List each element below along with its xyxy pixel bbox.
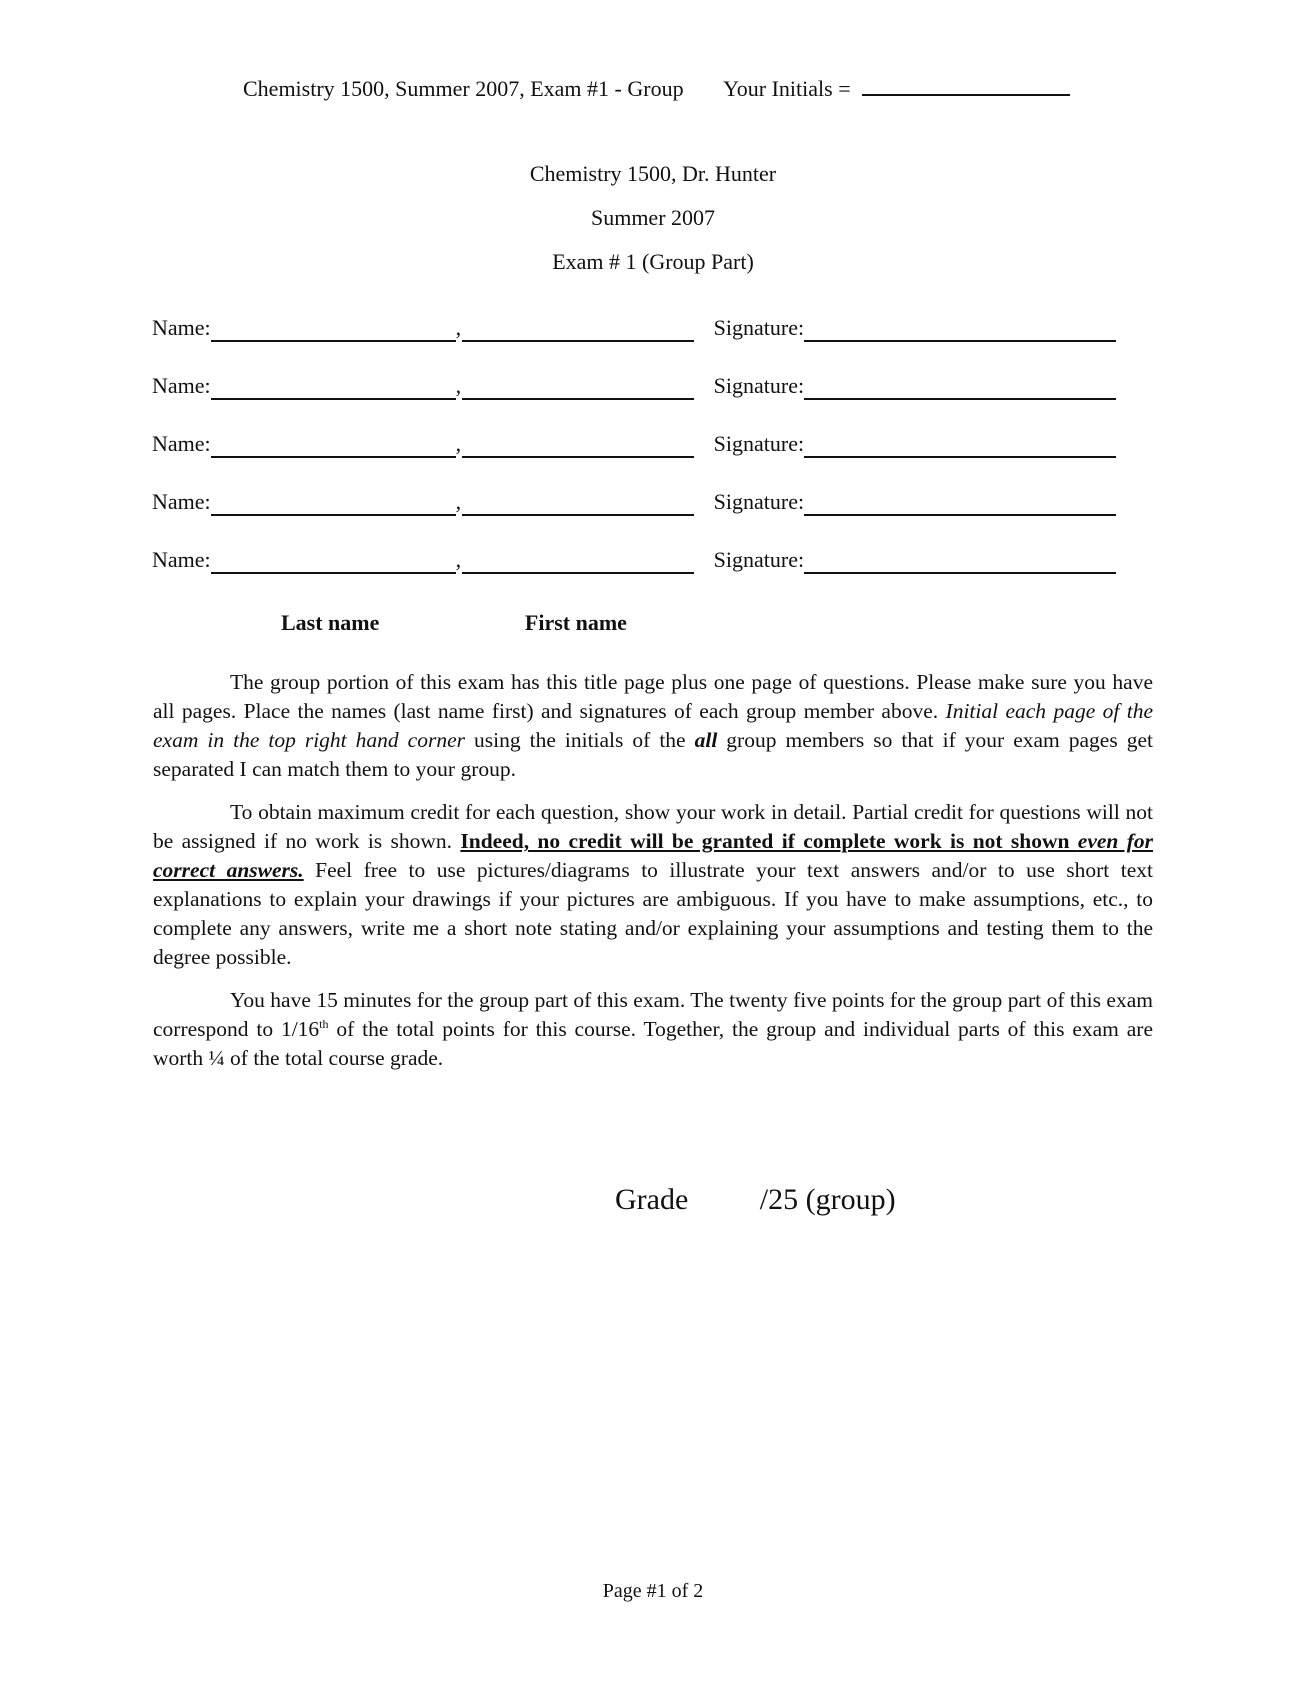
comma: , xyxy=(455,315,462,340)
signature-blank xyxy=(804,373,1116,400)
name-label: Name: xyxy=(152,431,211,456)
initials-blank-line xyxy=(862,74,1070,96)
name-captions xyxy=(281,610,627,636)
grade-total: /25 (group) xyxy=(759,1183,896,1216)
paragraph-text: Feel free to use pictures/diagrams to illustrate your text answers and/or to use short text explanations to explain your drawings if your pictures are ambiguous. If you have to make assumptions, etc., to complete any answers, write me a short note stating and/or explaining your assumptions and testing them to the degree possible. xyxy=(153,858,1153,969)
signature-row xyxy=(152,489,1152,547)
paragraph-text: of the total points for this course. Together, the group and individual parts of this exam are worth ¼ of the total course grade. xyxy=(153,1017,1153,1070)
signature-row xyxy=(152,315,1152,373)
instructions-paragraph-1 xyxy=(153,668,1153,784)
last-name-blank xyxy=(211,489,456,516)
signature-label: Signature: xyxy=(713,315,805,340)
last-name-blank xyxy=(211,315,456,342)
paragraph-emphasis: Indeed, no credit will be granted if complete work is not shown xyxy=(460,829,1078,853)
paragraph-emphasis: Initial each page of the exam in the top right hand corner xyxy=(153,699,1153,752)
page-header xyxy=(243,74,1070,102)
paragraph-emphasis: even for correct answers. xyxy=(153,829,1153,882)
superscript: th xyxy=(319,1016,329,1031)
name-label: Name: xyxy=(152,547,211,572)
first-name-blank xyxy=(462,373,694,400)
instructions xyxy=(153,668,1153,1087)
paragraph-text: To obtain maximum credit for each question, show your work in detail. Partial credit for questions will not be assigned if no work is shown. xyxy=(153,800,1153,853)
signature-label: Signature: xyxy=(713,547,805,572)
paragraph-emphasis: all xyxy=(694,728,718,752)
name-label: Name: xyxy=(152,373,211,398)
instructions-paragraph-3 xyxy=(153,986,1153,1073)
signature-row xyxy=(152,547,1152,605)
exam-title: Exam # 1 (Group Part) xyxy=(552,249,754,274)
first-name-blank xyxy=(462,547,694,574)
signature-label: Signature: xyxy=(713,489,805,514)
last-name-blank xyxy=(211,431,456,458)
paragraph-text: group members so that if your exam pages get separated I can match them to your group. xyxy=(153,728,1153,781)
last-name-caption: Last name xyxy=(281,610,380,635)
signature-row xyxy=(152,431,1152,489)
comma: , xyxy=(455,547,462,572)
signature-row xyxy=(152,373,1152,431)
first-name-blank xyxy=(462,431,694,458)
last-name-blank xyxy=(211,547,456,574)
signature-blank xyxy=(804,489,1116,516)
name-label: Name: xyxy=(152,315,211,340)
first-name-blank xyxy=(462,489,694,516)
signature-blank xyxy=(804,315,1116,342)
first-name-blank xyxy=(462,315,694,342)
instructions-paragraph-2 xyxy=(153,798,1153,972)
first-name-caption: First name xyxy=(524,610,627,635)
course-header-text: Chemistry 1500, Summer 2007, Exam #1 - Group xyxy=(243,76,684,101)
signature-label: Signature: xyxy=(713,431,805,456)
signature-label: Signature: xyxy=(713,373,805,398)
signature-blank xyxy=(804,431,1116,458)
page-number: Page #1 of 2 xyxy=(602,1580,704,1602)
last-name-blank xyxy=(211,373,456,400)
title-block xyxy=(0,152,1306,284)
initials-label: Your Initials = xyxy=(723,76,851,101)
signature-section xyxy=(152,315,1152,605)
comma: , xyxy=(455,489,462,514)
signature-blank xyxy=(804,547,1116,574)
paragraph-text: using the initials of the xyxy=(465,728,695,752)
grade-label: Grade xyxy=(615,1183,689,1216)
course-title: Chemistry 1500, Dr. Hunter xyxy=(529,161,777,186)
paragraph-text: You have 15 minutes for the group part of this exam. The twenty five points for the group part of this exam correspond to 1/16 xyxy=(153,988,1153,1041)
comma: , xyxy=(455,431,462,456)
name-label: Name: xyxy=(152,489,211,514)
term-title: Summer 2007 xyxy=(590,205,716,230)
grade-line xyxy=(615,1183,896,1217)
comma: , xyxy=(455,373,462,398)
paragraph-text: The group portion of this exam has this title page plus one page of questions. Please make sure you have all pages. Place the names (last name first) and signatures of each group member above. xyxy=(153,670,1153,723)
